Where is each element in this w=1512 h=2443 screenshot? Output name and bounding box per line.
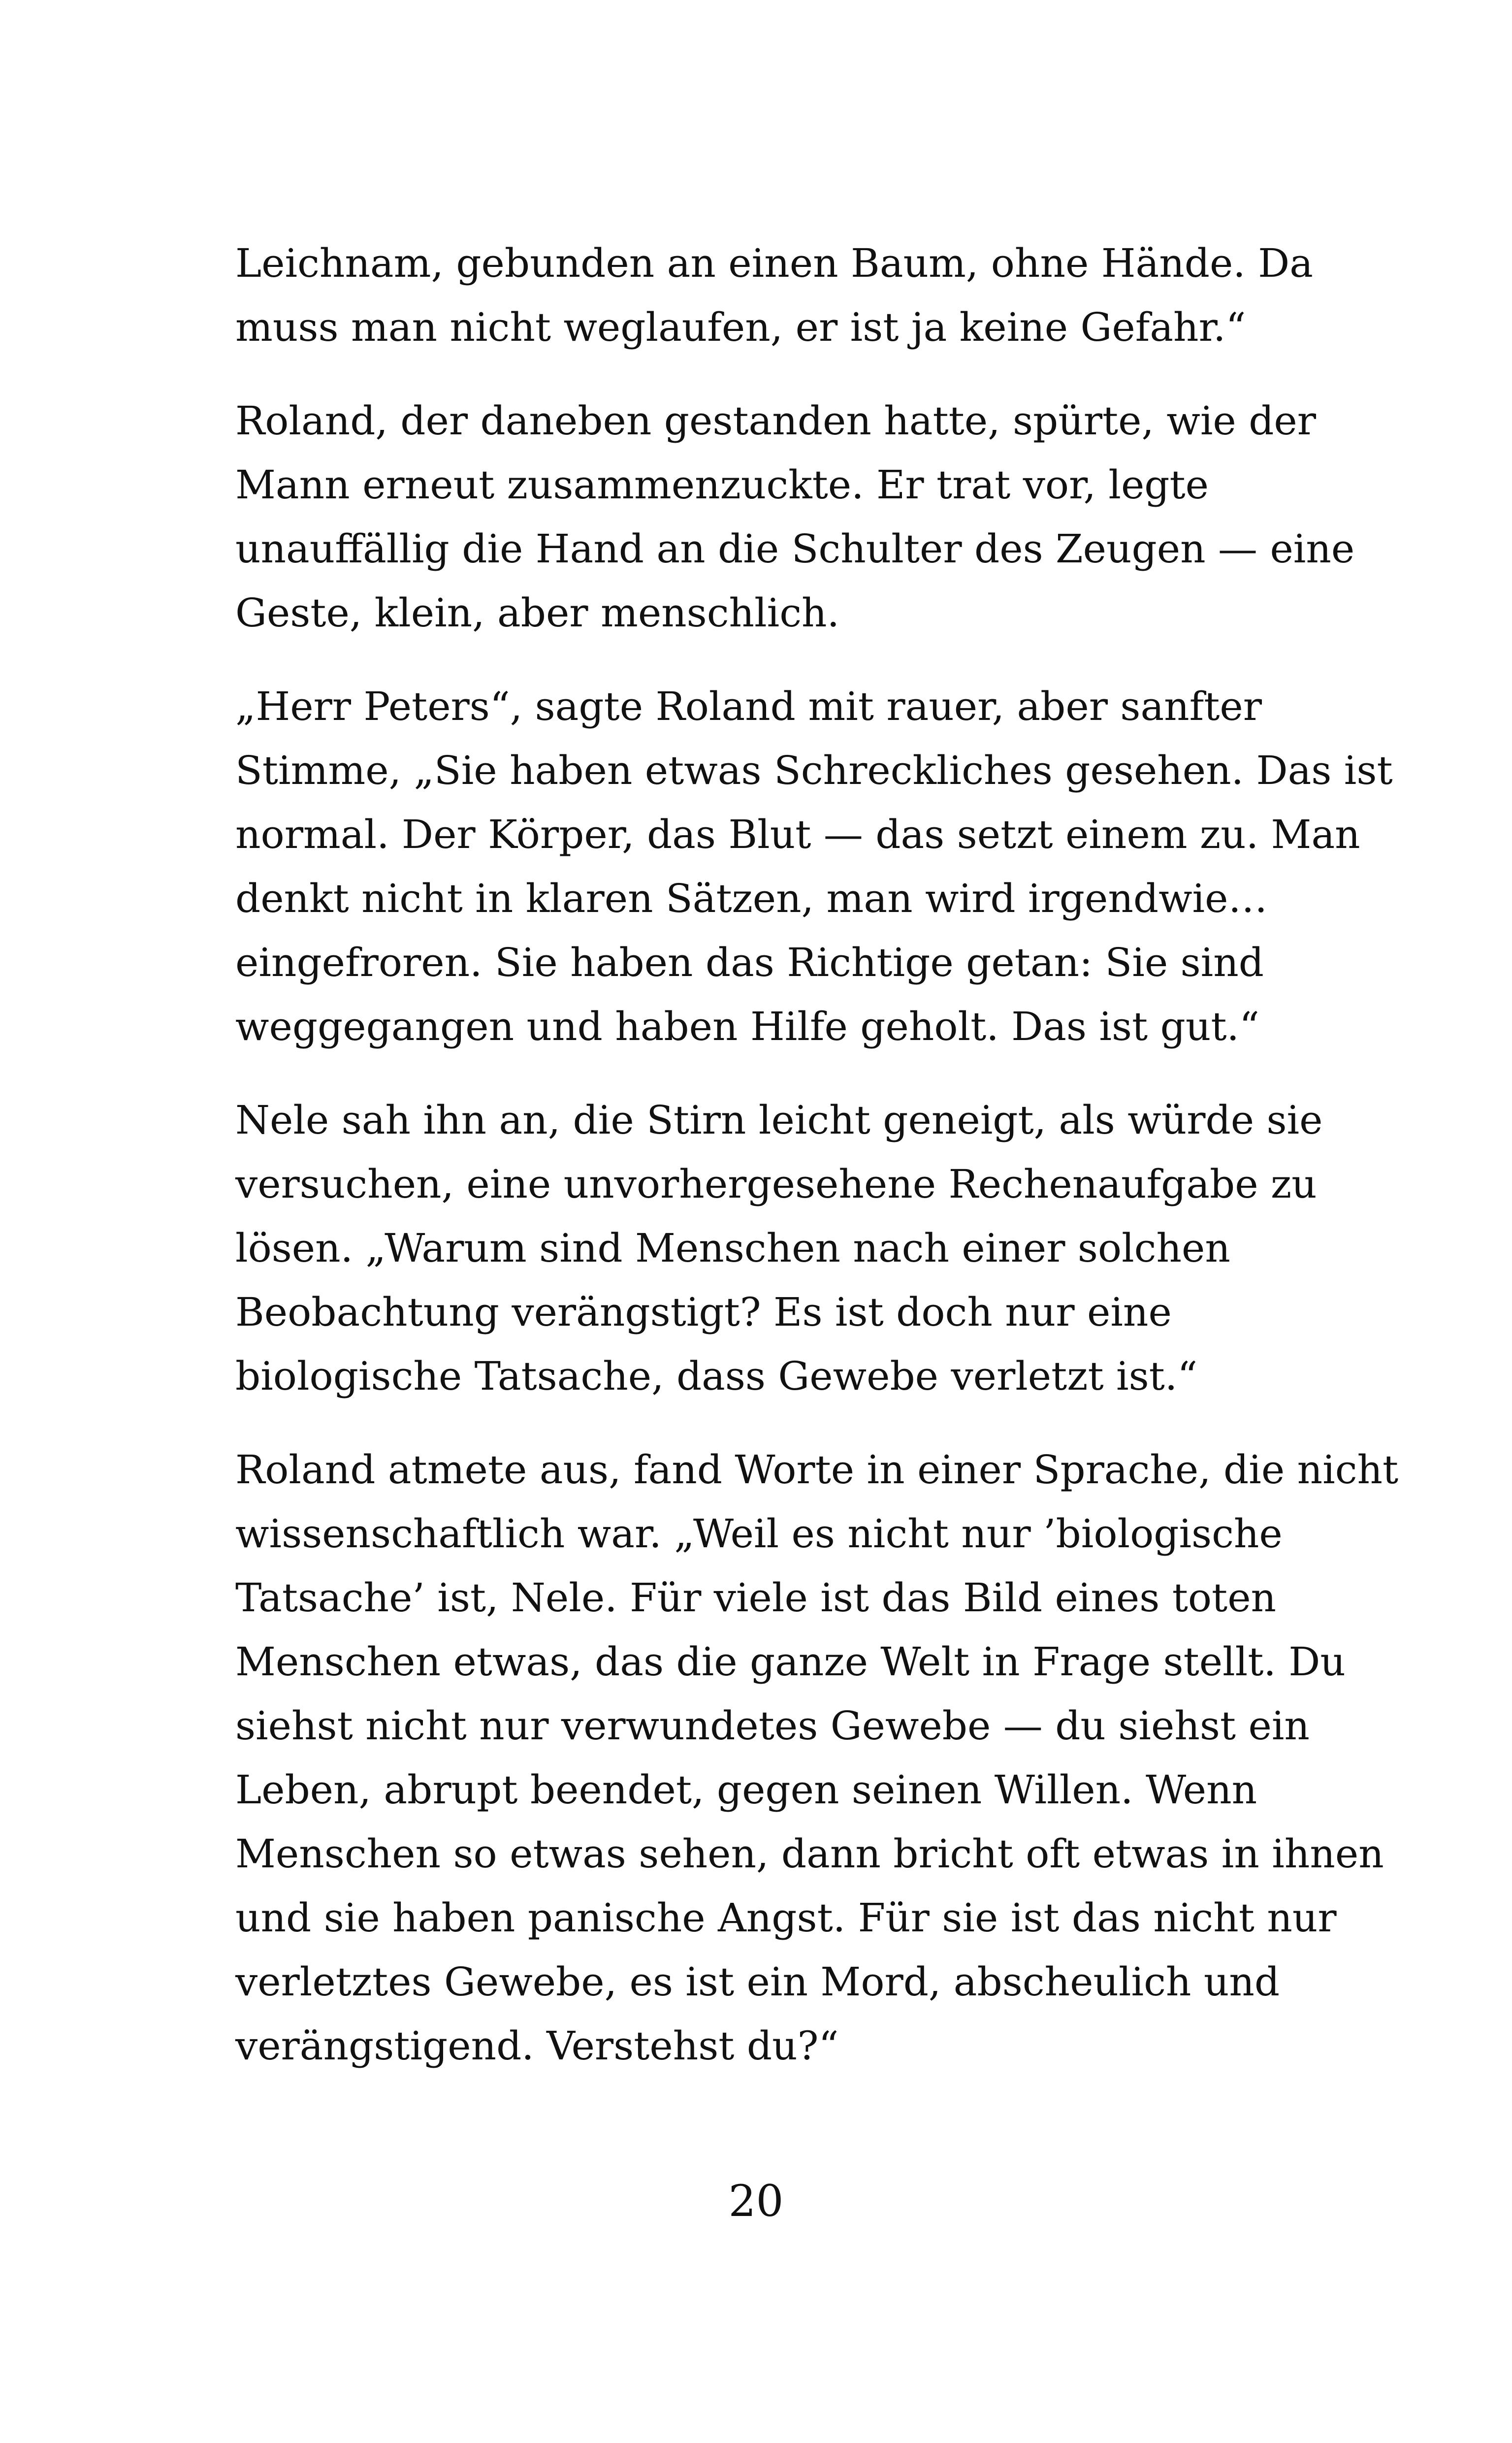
page-number: 20 [728,2176,784,2226]
text-line: lösen. „Warum sind Menschen nach einer solchen [235,1225,1230,1271]
text-line: Tatsache’ ist, Nele. Für viele ist das Bild eines toten [235,1575,1277,1621]
body-text [235,231,1399,2108]
text-line: versuchen, eine unvorhergesehene Rechenaufgabe zu [235,1161,1317,1207]
text-line: Roland, der daneben gestanden hatte, spürte, wie der [235,398,1316,444]
paragraph [235,675,1393,1059]
text-line: und sie haben panische Angst. Für sie ist das nicht nur [235,1895,1337,1941]
text-line: unauffällig die Hand an die Schulter des Zeugen — eine [235,526,1355,572]
text-line: Leichnam, gebunden an einen Baum, ohne Hände. Da [235,240,1313,286]
text-line: „Herr Peters“, sagte Roland mit rauer, aber sanfter [235,684,1262,729]
text-line: muss man nicht weglaufen, er ist ja keine Gefahr.“ [235,304,1246,350]
text-line: denkt nicht in klaren Sätzen, man wird irgendwie… [235,876,1268,921]
text-line: Menschen so etwas sehen, dann bricht oft etwas in ihnen [235,1831,1384,1877]
text-line: Mann erneut zusammenzuckte. Er trat vor, legte [235,462,1209,508]
paragraph [235,231,1313,359]
text-line: Geste, klein, aber menschlich. [235,590,839,636]
text-line: Beobachtung verängstigt? Es ist doch nur eine [235,1289,1172,1335]
text-line: eingefroren. Sie haben das Richtige getan: Sie sind [235,940,1264,985]
text-line: weggegangen und haben Hilfe geholt. Das ist gut.“ [235,1004,1259,1049]
paragraph [235,1088,1323,1408]
text-line: Leben, abrupt beendet, gegen seinen Willen. Wenn [235,1767,1257,1813]
text-line: Menschen etwas, das die ganze Welt in Frage stellt. Du [235,1639,1346,1685]
text-line: normal. Der Körper, das Blut — das setzt einem zu. Man [235,812,1360,857]
text-line: siehst nicht nur verwundetes Gewebe — du siehst ein [235,1703,1310,1749]
text-line: biologische Tatsache, dass Gewebe verletzt ist.“ [235,1353,1198,1399]
paragraph [235,389,1355,645]
paragraph [235,1438,1399,2078]
text-line: wissenschaftlich war. „Weil es nicht nur ’biologische [235,1511,1283,1557]
text-line: verletztes Gewebe, es ist ein Mord, abscheulich und [235,1959,1280,2005]
text-line: Roland atmete aus, fand Worte in einer Sprache, die nicht [235,1447,1399,1493]
text-line: Nele sah ihn an, die Stirn leicht geneigt, als würde sie [235,1097,1323,1143]
text-line: verängstigend. Verstehst du?“ [235,2023,839,2069]
text-line: Stimme, „Sie haben etwas Schreckliches gesehen. Das ist [235,748,1393,793]
